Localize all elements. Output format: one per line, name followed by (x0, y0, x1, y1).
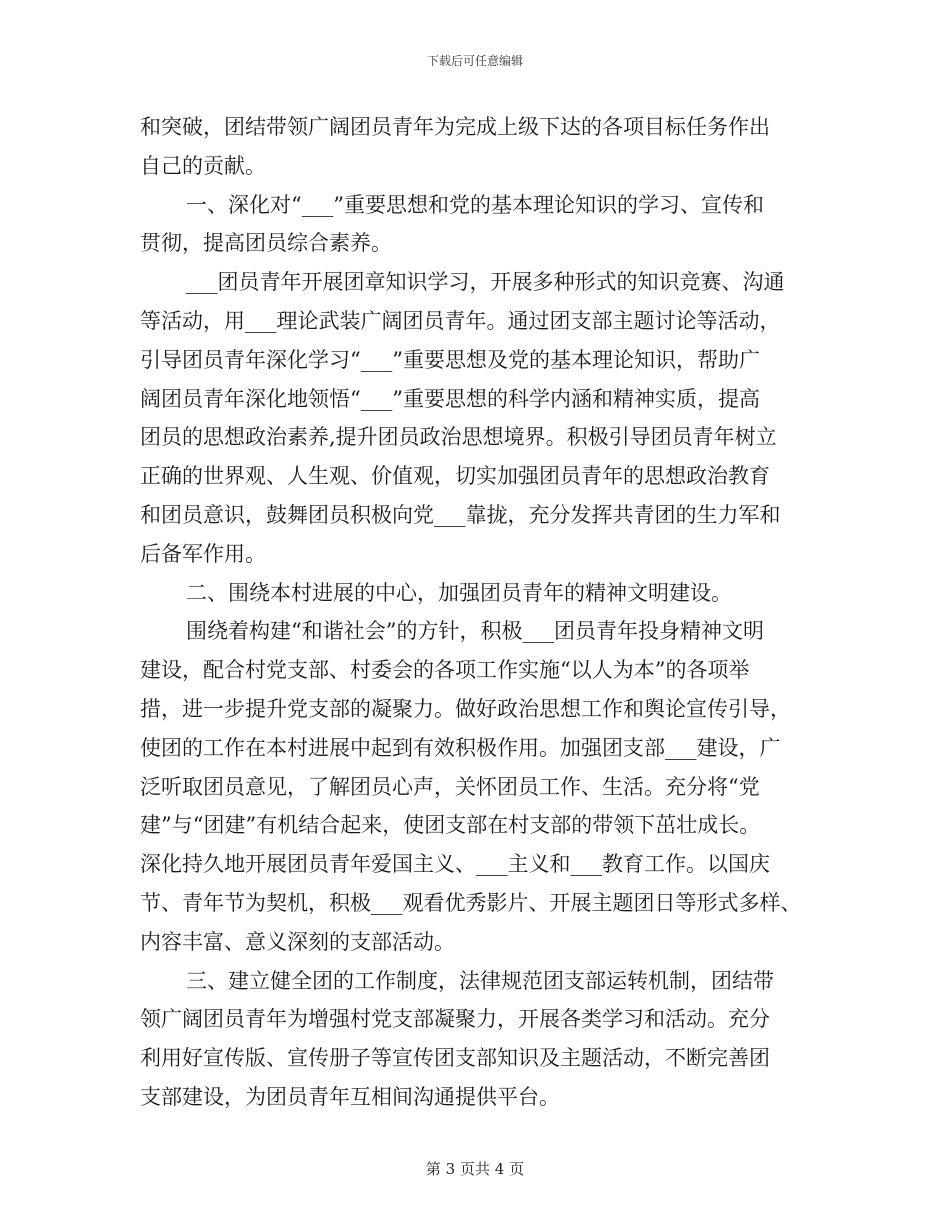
text-line: 引导团员青年深化学习“___”重要思想及党的基本理论知识，帮助广 (140, 347, 760, 372)
text-line: 等活动，用___理论武装广阔团员青年。通过团支部主题讨论等活动， (140, 308, 781, 333)
text-line: 泛听取团员意见，了解团员心声，关怀团员工作、生活。充分将“党 (140, 774, 760, 799)
text-line: 建设，配合村党支部、村委会的各项工作实施“以人为本”的各项举 (140, 658, 750, 683)
text-line: 领广阔团员青年为增强村党支部凝聚力，开展各类学习和活动。充分 (140, 1007, 770, 1032)
text-line: 节、青年节为契机，积极___观看优秀影片、开展主题团日等形式多样、 (140, 890, 802, 915)
text-line: 和团员意识，鼓舞团员积极向党___靠拢，充分发挥共青团的生力军和 (140, 502, 781, 527)
text-line: 使团的工作在本村进展中起到有效积极作用。加强团支部___建设，广 (140, 735, 781, 760)
text-line: 和突破，团结带领广阔团员青年为完成上级下达的各项目标任务作出 (140, 115, 770, 139)
text-line: 正确的世界观、人生观、价值观，切实加强团员青年的思想政治教育 (140, 464, 770, 489)
text-line: 内容丰富、意义深刻的支部活动。 (140, 929, 455, 954)
text-line: 二、围绕本村进展的中心，加强团员青年的精神文明建设。 (186, 580, 732, 605)
text-line: 贯彻，提高团员综合素养。 (140, 231, 392, 256)
text-line: 利用好宣传版、宣传册子等宣传团支部知识及主题活动，不断完善团 (140, 1046, 770, 1071)
text-line: 阔团员青年深化地领悟“___”重要思想的科学内涵和精神实质，提高 (140, 386, 760, 411)
text-line: 建”与“团建”有机结合起来，使团支部在村支部的带领下茁壮成长。 (140, 813, 761, 838)
page-number: 第 3 页共 4 页 (425, 1160, 525, 1178)
document-body (140, 108, 820, 1117)
text-line: 后备军作用。 (140, 541, 266, 566)
text-line: 深化持久地开展团员青年爱国主义、___主义和___教育工作。以国庆 (140, 852, 770, 877)
text-line: 自己的贡献。 (140, 153, 266, 178)
text-line: 三、建立健全团的工作制度，法律规范团支部运转机制，团结带 (186, 968, 774, 993)
text-line: 支部建设，为团员青年互相间沟通提供平台。 (140, 1084, 560, 1109)
text-line: 措，进一步提升党支部的凝聚力。做好政治思想工作和舆论宣传引导， (140, 696, 791, 721)
page-header-note: 下载后可任意编辑 (426, 54, 523, 68)
text-line: 一、深化对“___”重要思想和党的基本理论知识的学习、宣传和 (186, 192, 764, 217)
text-line: ___团员青年开展团章知识学习，开展多种形式的知识竞赛、沟通 (186, 270, 785, 295)
text-line: 围绕着构建“和谐社会”的方针，积极___团员青年投身精神文明 (186, 619, 764, 644)
text-line: 团员的思想政治素养,提升团员政治思想境界。积极引导团员青年树立 (140, 425, 777, 450)
